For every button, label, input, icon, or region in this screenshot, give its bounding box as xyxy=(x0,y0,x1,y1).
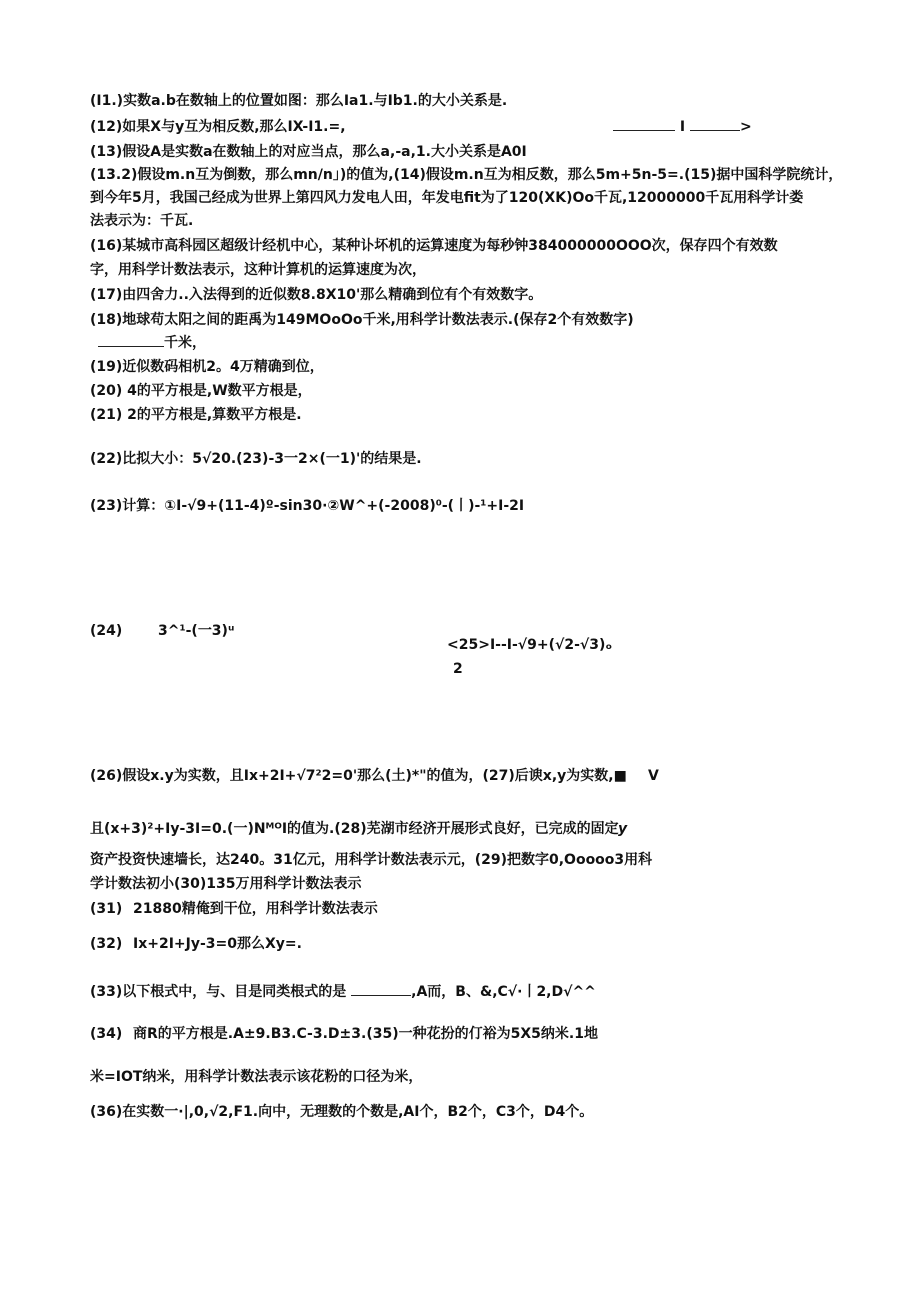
question-31-label: (31) xyxy=(90,901,123,917)
question-33 xyxy=(90,983,596,1001)
question-21: (21) 2的平方根是,算数平方根是. xyxy=(90,407,302,423)
question-22-23: (22)比拟大小：5√20.(23)-3一2×(一1)'的结果是. xyxy=(90,451,422,467)
question-12-answer-blanks xyxy=(613,118,752,135)
question-17: (17)由四舍力..入法得到的近似数8.8X10'那么精确到位有个有效数字。 xyxy=(90,287,543,303)
question-33-text: (33)以下根式中，与、目是同类根式的是 xyxy=(90,984,347,1000)
question-15-end: 法表示为：千瓦. xyxy=(90,213,194,229)
question-27-mark-y: y xyxy=(618,821,628,837)
question-26-mark-v: V xyxy=(648,768,659,784)
question-25-expression: <25>I--I-√9+(√2-√3)ₒ xyxy=(447,637,613,653)
question-34-label: (34) xyxy=(90,1026,123,1042)
question-31: 21880精俺到干位，用科学计数法表示 xyxy=(133,901,378,917)
question-33-options: ,A而，B、&,C√·丨2,D√^^ xyxy=(411,984,596,1000)
answer-blank xyxy=(98,334,164,347)
question-26-27: (26)假设x.y为实数，且Ix+2I+√7²2=0'那么(土)*"的值为，(27)后谀x,y为实数,■ xyxy=(90,768,627,784)
answer-blank xyxy=(690,118,740,131)
question-11: (I1.)实数a.b在数轴上的位置如图：那么Ia1.与Ib1.的大小关系是. xyxy=(90,93,508,109)
blank-separator: I xyxy=(679,119,686,135)
question-27-28: 且(x+3)²+Iy-3I=0.(一)NᴹᴼI的值为.(28)芜湖市经济开展形式良好，已完成的固定 xyxy=(90,821,619,837)
question-24-label: (24) xyxy=(90,623,123,639)
question-13-2-14-15: (13.2)假设m.n互为倒数，那么mn/n」)的值为,(14)假设m.n互为相反数，那么5m+5n-5=.(15)据中国科学院统计， xyxy=(90,167,843,183)
question-25-denominator: 2 xyxy=(453,661,463,677)
blank-end-mark: > xyxy=(739,119,752,135)
question-29-30: 学计数法初小(30)135万用科学计数法表示 xyxy=(90,876,362,892)
question-12: (12)如果X与y互为相反数,那么IX-I1.=, xyxy=(90,119,346,135)
answer-blank xyxy=(351,983,411,996)
question-23-calc: (23)计算：①I-√9+(11-4)º-sin30·②W^+(-2008)⁰-(丨)-¹+I-2I xyxy=(90,498,525,514)
question-28-29: 资产投资快速墙长，达240。31亿元，用科学计数法表示元，(29)把数字0,Ooooo3用科 xyxy=(90,852,653,868)
question-18-answer xyxy=(98,334,206,352)
question-18: (18)地球苟太阳之间的距禹为149MOoOo千米,用科学计数法表示.(保存2个有效数字) xyxy=(90,312,634,328)
question-36: (36)在实数一·|,0,√2,F1.向中，无理数的个数是,AI个，B2个，C3个，D4个。 xyxy=(90,1104,594,1120)
question-35-continued: 米=IOT纳米，用科学计数法表示该花粉的口径为米， xyxy=(90,1069,423,1085)
question-13: (13)假设A是实数a在数轴上的对应当点，那么a,-a,1.大小关系是A0I xyxy=(90,144,527,160)
question-18-unit: 千米， xyxy=(164,335,206,351)
question-32: Ix+2I+Jy-3=0那么Xy=. xyxy=(133,936,302,952)
question-20: (20) 4的平方根是,W数平方根是， xyxy=(90,383,312,399)
question-24-expression: 3^¹-(一3)ᵘ xyxy=(158,623,235,639)
answer-blank xyxy=(613,118,675,131)
question-19: (19)近似数码相机2。4万精确到位， xyxy=(90,359,324,375)
question-15-continued: 到今年5月，我国己经成为世界上第四风力发电人田，年发电fit为了120(XK)Oo千瓦,12000000千瓦用科学计娄 xyxy=(90,190,804,206)
question-16-continued: 字，用科学计数法表示，这种计算机的运算速度为次， xyxy=(90,262,426,278)
question-16: (16)某城市高科园区超级计经机中心，某种讣坏机的运算速度为每秒钟384000000OOO次，保存四个有效数 xyxy=(90,238,778,254)
question-34-35: 商R的平方根是.A±9.B3.C-3.D±3.(35)一种花扮的仃裕为5X5纳米.1地 xyxy=(133,1026,598,1042)
question-32-label: (32) xyxy=(90,936,123,952)
